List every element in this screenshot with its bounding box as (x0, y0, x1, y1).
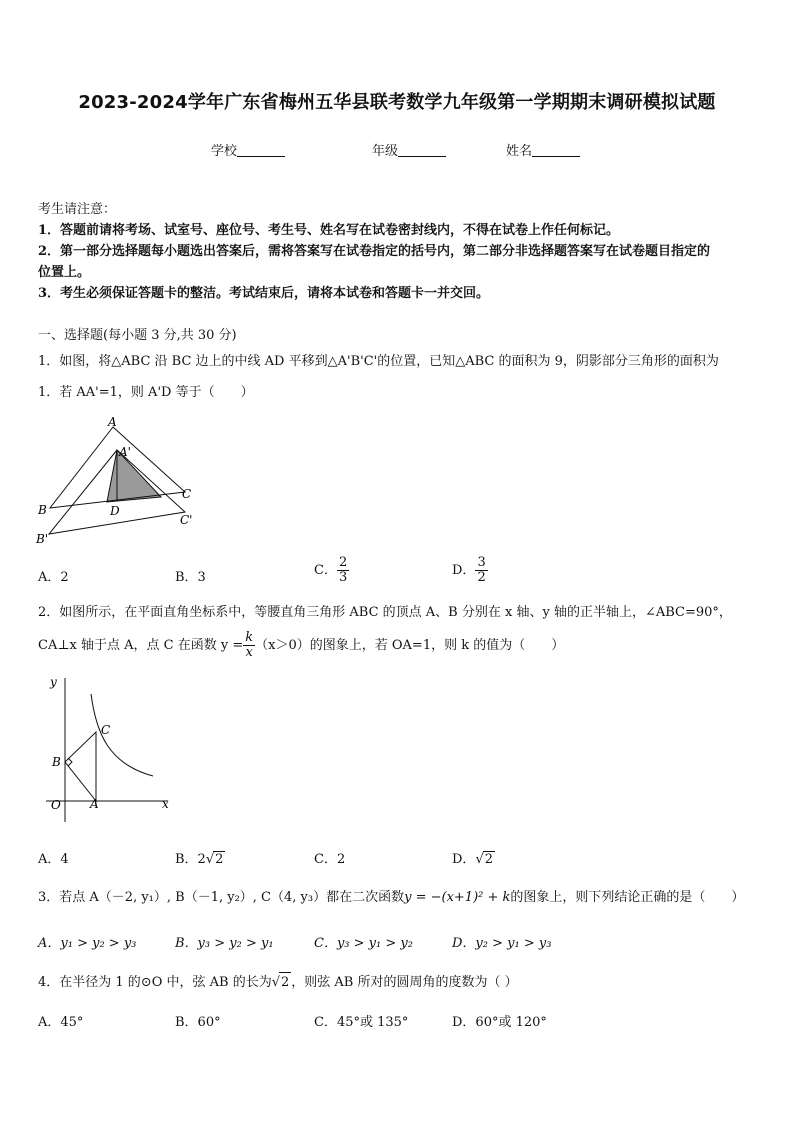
name-blank[interactable] (532, 143, 580, 157)
label-y: y (50, 675, 57, 689)
q4-option-d[interactable]: D．60°或 120° (452, 1015, 547, 1030)
grade-field[interactable] (372, 140, 446, 159)
q2-fraction (243, 631, 255, 660)
label-b: B (52, 755, 61, 769)
page-title: 2023-2024学年广东省梅州五华县联考数学九年级第一学期期末调研模拟试题 (78, 92, 716, 113)
q2-text-post: （x＞0）的图象上，若 OA=1，则 k 的值为（ ） (255, 638, 565, 653)
name-label: 姓名 (506, 144, 533, 159)
q2-option-d[interactable]: D．√2 (452, 852, 494, 867)
q2-option-a[interactable]: A．4 (38, 852, 69, 867)
q1-option-a[interactable]: A．2 (38, 570, 69, 585)
q4-option-b[interactable]: B．60° (175, 1015, 221, 1030)
q1-text-line2: 1．若 AA'=1，则 A'D 等于（ ） (38, 385, 254, 400)
grade-blank[interactable] (398, 143, 446, 157)
q3-text-post: 的图象上，则下列结论正确的是（ ） (510, 890, 745, 905)
label-c: C (182, 487, 192, 501)
q1-option-d-fraction (475, 556, 487, 585)
q2-text-pre: CA⊥x 轴于点 A，点 C 在函数 y = (38, 638, 244, 653)
shaded-triangle (107, 450, 161, 502)
q4-option-a[interactable]: A．45° (38, 1015, 84, 1030)
q3-option-c[interactable]: C．y₃ > y₁ > y₂ (314, 936, 413, 951)
q2-option-d-radicand: 2 (484, 852, 494, 867)
q4-radicand: 2 (279, 972, 291, 993)
q1-option-c-prefix: C． (314, 563, 337, 578)
label-o: O (51, 798, 61, 812)
school-field[interactable] (211, 140, 285, 159)
q4-text-pre: 4．在半径为 1 的⊙O 中，弦 AB 的长为 (38, 975, 272, 990)
notice-item: 位置上。 (38, 265, 91, 280)
q1-option-c[interactable] (314, 556, 349, 585)
q3-text-pre: 3．若点 A（－2, y₁）, B（－1, y₂）, C（4, y₃）都在二次函数 (38, 890, 405, 905)
triangle-abc (65, 732, 96, 801)
fraction-denominator: x (245, 645, 253, 660)
q1-text-line1: 1．如图，将△ABC 沿 BC 边上的中线 AD 平移到△A'B'C'的位置，已知△ABC 的面积为 9，阴影部分三角形的面积为 (38, 354, 719, 369)
fraction-denominator: 2 (477, 570, 486, 585)
notice-heading: 考生请注意： (38, 202, 117, 217)
q3-option-b[interactable]: B．y₃ > y₂ > y₁ (175, 936, 274, 951)
label-b: B (38, 503, 47, 517)
school-blank[interactable] (237, 143, 285, 157)
q1-option-b[interactable]: B．3 (175, 570, 206, 585)
q2-option-b-radicand: 2 (215, 852, 224, 867)
q3-option-a[interactable]: A．y₁ > y₂ > y₃ (38, 936, 137, 951)
q2-text-line1: 2．如图所示，在平面直角坐标系中，等腰直角三角形 ABC 的顶点 A、B 分别在 x 轴、y 轴的正半轴上，∠ABC=90°， (38, 605, 732, 620)
q1-option-c-fraction (337, 556, 349, 585)
label-c: C (101, 723, 111, 737)
q4-text-post: ，则弦 AB 所对的圆周角的度数为（ ） (291, 975, 518, 990)
right-angle-mark (68, 758, 72, 766)
q2-option-b[interactable]: B．2√2 (175, 852, 224, 867)
q2-text-line2 (38, 628, 768, 664)
q4-option-c[interactable]: C．45°或 135° (314, 1015, 409, 1030)
name-field[interactable] (506, 140, 580, 159)
q2-figure (38, 672, 178, 824)
q3-text (38, 888, 778, 908)
q2-option-c[interactable]: C．2 (314, 852, 346, 867)
notice-item: 2．第一部分选择题每小题选出答案后，需将答案写在试卷指定的括号内，第二部分非选择题答案写在试卷题目指定的 (38, 244, 711, 259)
q3-formula: y = −(x+1)² + k (404, 890, 511, 905)
fraction-numerator: k (245, 630, 254, 645)
fraction-denominator: 3 (338, 570, 348, 585)
q2-option-d-prefix: D． (452, 852, 476, 867)
label-a-prime: A' (119, 445, 131, 459)
q1-option-d[interactable] (452, 556, 488, 585)
label-c-prime: C' (180, 513, 193, 527)
grade-label: 年级 (372, 144, 399, 159)
notice-item: 1．答题前请将考场、试室号、座位号、考生号、姓名写在试卷密封线内，不得在试卷上作任何标记。 (38, 223, 620, 238)
fraction-numerator: 3 (477, 555, 486, 570)
q1-option-d-prefix: D． (452, 563, 476, 578)
fraction-numerator: 2 (338, 555, 348, 570)
label-a: A (108, 415, 117, 429)
q3-option-d[interactable]: D．y₂ > y₁ > y₃ (452, 936, 552, 951)
notice-item: 3．考生必须保证答题卡的整洁。考试结束后，请将本试卷和答题卡一并交回。 (38, 286, 490, 301)
section-heading: 一、选择题(每小题 3 分,共 30 分) (38, 328, 237, 343)
q4-text: 4．在半径为 1 的⊙O 中，弦 AB 的长为√2 ，则弦 AB 所对的圆周角的度数为（ ） (38, 972, 768, 993)
label-x: x (162, 797, 169, 811)
label-d: D (110, 504, 120, 518)
q1-figure (30, 412, 220, 550)
school-label: 学校 (211, 144, 238, 159)
q2-option-b-prefix: B．2 (175, 852, 206, 867)
label-a: A (90, 797, 99, 811)
label-b-prime: B' (36, 532, 49, 546)
